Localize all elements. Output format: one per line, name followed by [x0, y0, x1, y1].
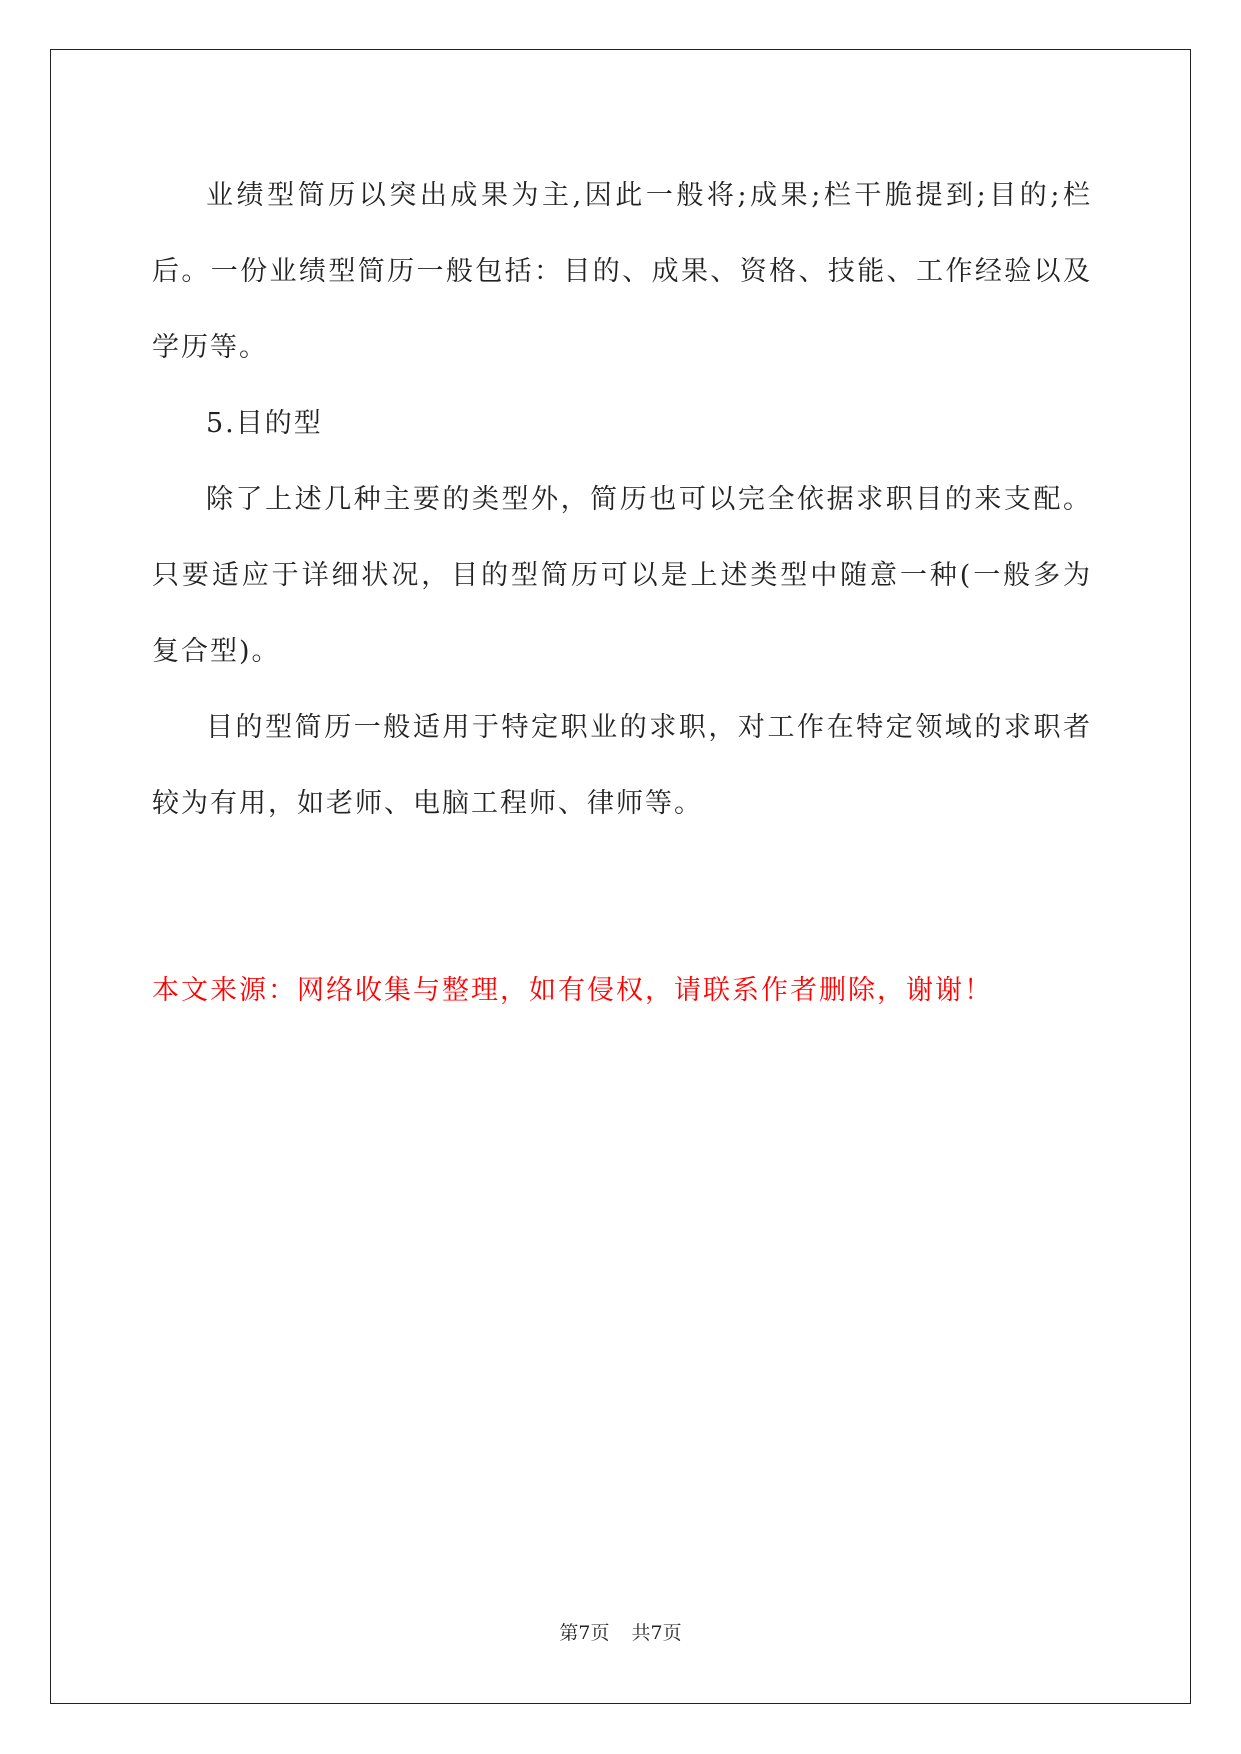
- paragraph-objective-resume: 除了上述几种主要的类型外，简历也可以完全依据求职目的来支配。只要适应于详细状况，目的型简历可以是上述类型中随意一种(一般多为复合型)。: [152, 484, 1092, 667]
- paragraph-achievement-resume: 业绩型简历以突出成果为主,因此一般将;成果;栏干脆提到;目的;栏后。一份业绩型简历一般包括：目的、成果、资格、技能、工作经验以及学历等。: [152, 180, 1092, 363]
- source-note: 本文来源：网络收集与整理，如有侵权，请联系作者删除，谢谢！: [152, 975, 993, 1006]
- document-body: [152, 158, 1092, 842]
- page-number: 第7页: [559, 1622, 610, 1644]
- page-footer: [0, 1618, 1241, 1645]
- section-heading-objective: 5.目的型: [206, 408, 323, 439]
- paragraph-objective-usage: 目的型简历一般适用于特定职业的求职，对工作在特定领域的求职者较为有用，如老师、电脑工程师、律师等。: [152, 712, 1092, 819]
- page-total: 共7页: [631, 1622, 682, 1644]
